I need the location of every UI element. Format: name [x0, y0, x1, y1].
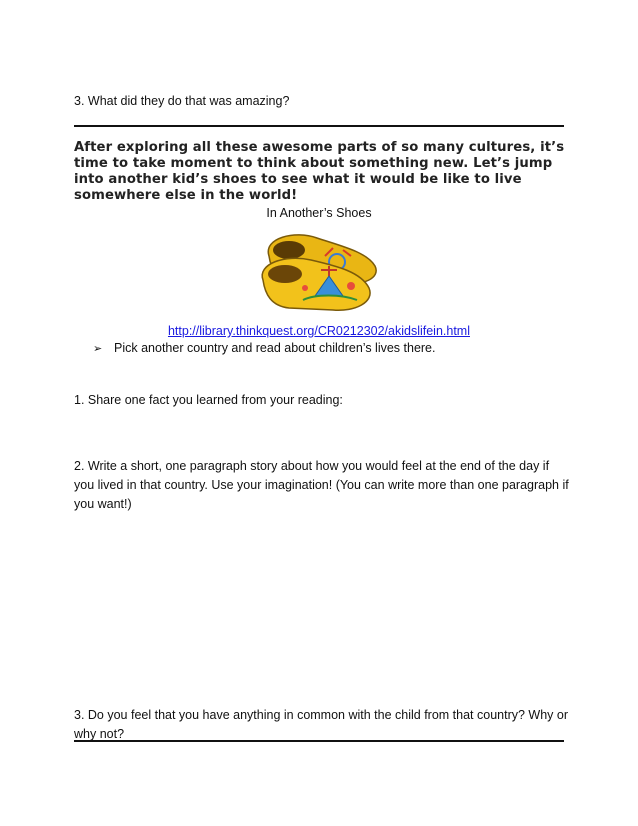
- question-what-amazing: 3. What did they do that was amazing?: [74, 94, 290, 108]
- section-title: In Another’s Shoes: [266, 206, 372, 220]
- question-common: 3. Do you feel that you have anything in common with the child from that country? Why or why not?: [74, 708, 569, 741]
- answer-line-bottom: [74, 740, 564, 742]
- question-write-story: 2. Write a short, one paragraph story about how you would feel at the end of the day if you lived in that country. Use your imagination! (You can write more than one paragraph if you want!): [74, 459, 569, 511]
- instruction-bullet: [93, 341, 435, 355]
- bullet-text: Pick another country and read about children’s lives there.: [114, 341, 436, 355]
- question-share-fact: 1. Share one fact you learned from your reading:: [74, 393, 343, 407]
- arrow-bullet-icon: ➢: [93, 342, 103, 355]
- intro-paragraph: After exploring all these awesome parts of so many cultures, it’s time to take moment to think about something new. Let’s jump into another kid’s shoes to see what it would be like to live somewhere else in the world!: [74, 140, 565, 203]
- answer-line: [74, 125, 564, 127]
- wooden-clogs-image: [255, 226, 385, 318]
- resource-link[interactable]: http://library.thinkquest.org/CR0212302/akidslifein.html: [167, 324, 470, 338]
